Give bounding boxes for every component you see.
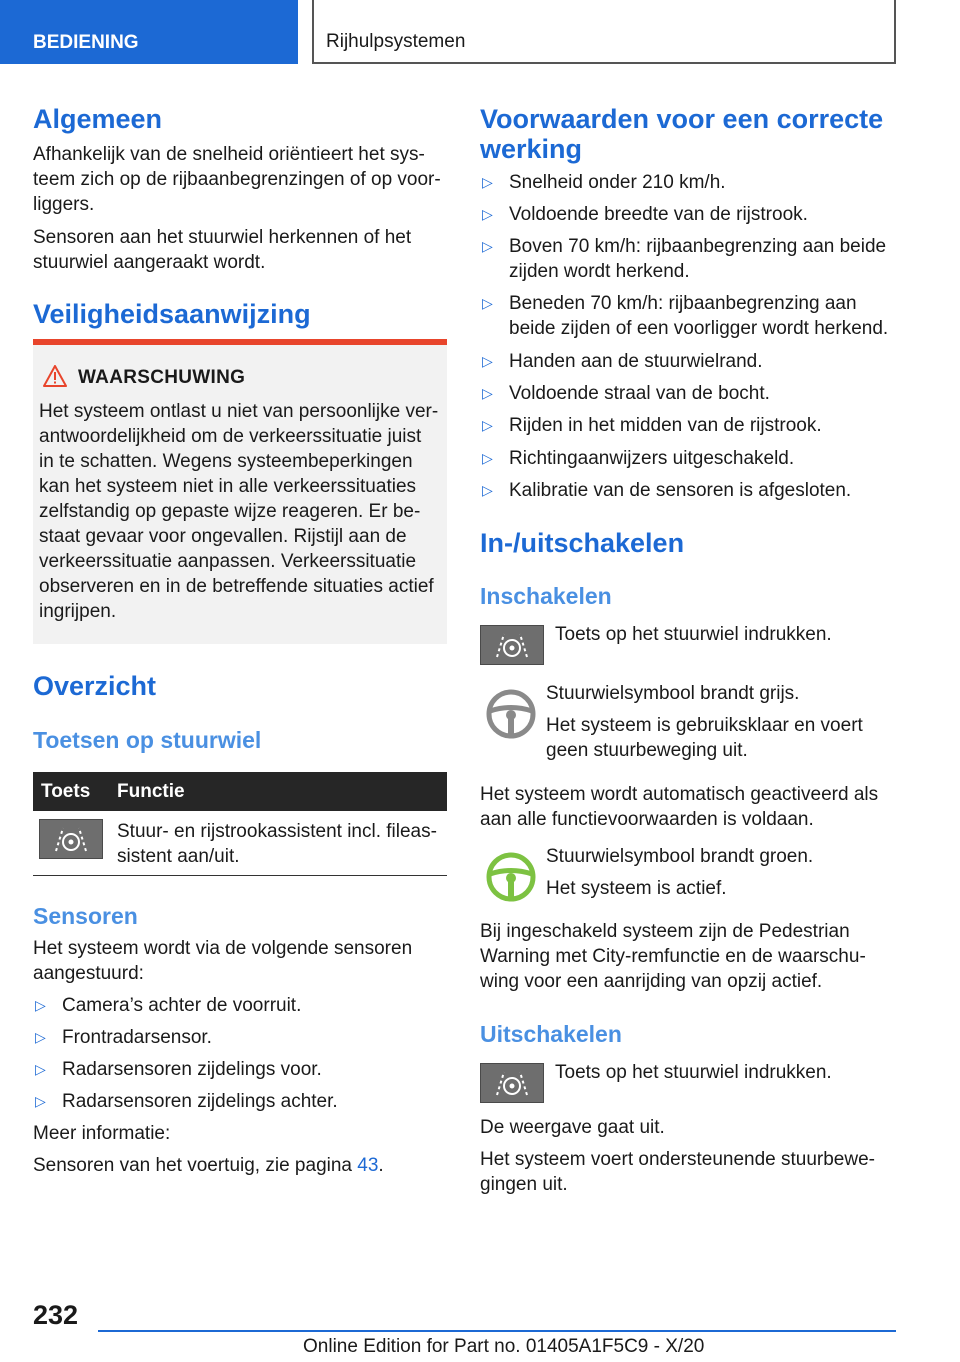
list-item: ▷ Frontradarsensor.	[35, 1027, 212, 1048]
lane-assist-button-icon	[39, 819, 103, 859]
pedestrian-warning-paragraph: Bij ingeschakeld systeem zijn de Pedestrian Warning met City-remfunctie en de waarschuwing voor een aanrijding van opzij actief.	[480, 921, 866, 992]
inschakelen-step: Toets op het stuurwiel indrukken.	[555, 624, 832, 645]
heading-veiligheid: Veiligheidsaanwijzing	[33, 299, 311, 329]
bullet-triangle-icon: ▷	[35, 1029, 46, 1045]
bullet-triangle-icon: ▷	[35, 997, 46, 1013]
list-item: ▷ Handen aan de stuurwielrand.	[482, 351, 763, 372]
steering-wheel-green-icon	[483, 849, 539, 905]
heading-uitschakelen: Uitschakelen	[480, 1021, 622, 1047]
bullet-triangle-icon: ▷	[35, 1061, 46, 1077]
bullet-triangle-icon: ▷	[482, 385, 493, 401]
table-header	[33, 772, 447, 811]
meer-informatie-label: Meer informatie:	[33, 1123, 171, 1144]
list-item: ▷ Boven 70 km/h: rijbaanbegrenzing aan beide zijden wordt herkend.	[482, 236, 887, 282]
lane-assist-button-icon	[480, 625, 544, 665]
grey-symbol-text: Stuurwielsymbool brandt grijs.	[546, 683, 800, 704]
algemeen-paragraph-1: Afhankelijk van de snelheid oriëntieert het systeem zich op de rijbaanbegrenzingen of op voorliggers.	[33, 144, 441, 215]
warning-triangle-icon	[43, 365, 67, 387]
bullet-triangle-icon: ▷	[482, 295, 493, 311]
heading-voorwaarden: Voorwaarden voor een correcte werking	[480, 104, 884, 164]
green-symbol-description: Het systeem is actief.	[546, 878, 727, 899]
heading-inschakelen: Inschakelen	[480, 583, 612, 609]
heading-in-uitschakelen: In-/uitschakelen	[480, 528, 685, 558]
auto-activate-paragraph: Het systeem wordt automatisch geactiveerd als aan alle functievoorwaarden is voldaan.	[480, 784, 879, 830]
algemeen-paragraph-2: Sensoren aan het stuurwiel herkennen of het stuurwiel aangeraakt wordt.	[33, 227, 412, 273]
heading-overzicht: Overzicht	[33, 671, 157, 701]
table-row	[33, 811, 447, 876]
edition-text: Online Edition for Part no. 01405A1F5C9 - X/20	[303, 1336, 705, 1357]
steering-support-paragraph: Het systeem voert ondersteunende stuurbewegingen uit.	[480, 1149, 875, 1195]
list-item: ▷ Radarsensoren zijdelings voor.	[35, 1059, 322, 1080]
list-item: ▷ Richtingaanwijzers uitgeschakeld.	[482, 448, 795, 469]
bullet-triangle-icon: ▷	[482, 450, 493, 466]
green-symbol-text: Stuurwielsymbool brandt groen.	[546, 846, 814, 867]
bullet-triangle-icon: ▷	[482, 353, 493, 369]
uitschakelen-step: Toets op het stuurwiel indrukken.	[555, 1062, 832, 1083]
list-item: ▷ Snelheid onder 210 km/h.	[482, 172, 726, 193]
table-col-toets: Toets	[41, 781, 91, 802]
list-item: ▷ Rijden in het midden van de rijstrook.	[482, 415, 822, 436]
list-item: ▷ Beneden 70 km/h: rijbaanbegrenzing aan beide zijden of een voorligger wordt herkend.	[482, 293, 889, 339]
table-col-functie: Functie	[117, 781, 185, 802]
bullet-triangle-icon: ▷	[482, 206, 493, 222]
heading-sensoren: Sensoren	[33, 903, 138, 929]
bullet-triangle-icon: ▷	[482, 482, 493, 498]
list-item: ▷ Kalibratie van de sensoren is afgesloten.	[482, 480, 852, 501]
grey-symbol-description: Het systeem is gebruiksklaar en voert geen stuurbeweging uit.	[546, 715, 863, 761]
steering-wheel-grey-icon	[483, 686, 539, 742]
warning-title: WAARSCHUWING	[78, 367, 246, 388]
table-cell-function: Stuur- en rijstrookassistent incl. fileassistent aan/uit.	[117, 821, 437, 867]
footer-divider	[98, 1330, 896, 1332]
warning-box	[33, 339, 447, 644]
heading-algemeen: Algemeen	[33, 104, 163, 134]
page-reference-link[interactable]: 43	[357, 1155, 379, 1176]
warning-body: Het systeem ontlast u niet van persoonlijke verantwoordelijkheid om de verkeerssituatie juist in te schatten. Wegens systeembeperkingen kan het systeem niet in alle verkeerssituaties zelfstandig op gepaste wijze reageren. Er bestaat gevaar voor ongevallen. Rijstijl aan de verkeerssituatie aanpassen. Verkeerssituatie observeren en in de betreffende situaties actief ingrijpen.	[39, 401, 439, 622]
heading-toetsen: Toetsen op stuurwiel	[33, 727, 262, 753]
list-item: ▷ Voldoende straal van de bocht.	[482, 383, 770, 404]
page-reference: Sensoren van het voertuig, zie pagina 43.	[33, 1155, 384, 1176]
page-number: 232	[33, 1300, 79, 1330]
sensoren-paragraph: Het systeem wordt via de volgende sensoren aangestuurd:	[33, 938, 413, 984]
weergave-paragraph: De weergave gaat uit.	[480, 1117, 665, 1138]
section-tab: BEDIENING	[0, 0, 298, 64]
bullet-triangle-icon: ▷	[482, 238, 493, 254]
bullet-triangle-icon: ▷	[482, 174, 493, 190]
bullet-triangle-icon: ▷	[35, 1093, 46, 1109]
list-item: ▷ Camera’s achter de voorruit.	[35, 995, 302, 1016]
bullet-triangle-icon: ▷	[482, 417, 493, 433]
lane-assist-button-icon	[480, 1063, 544, 1103]
list-item: ▷ Radarsensoren zijdelings achter.	[35, 1091, 338, 1112]
list-item: ▷ Voldoende breedte van de rijstrook.	[482, 204, 808, 225]
chapter-title: Rijhulpsystemen	[312, 0, 896, 64]
